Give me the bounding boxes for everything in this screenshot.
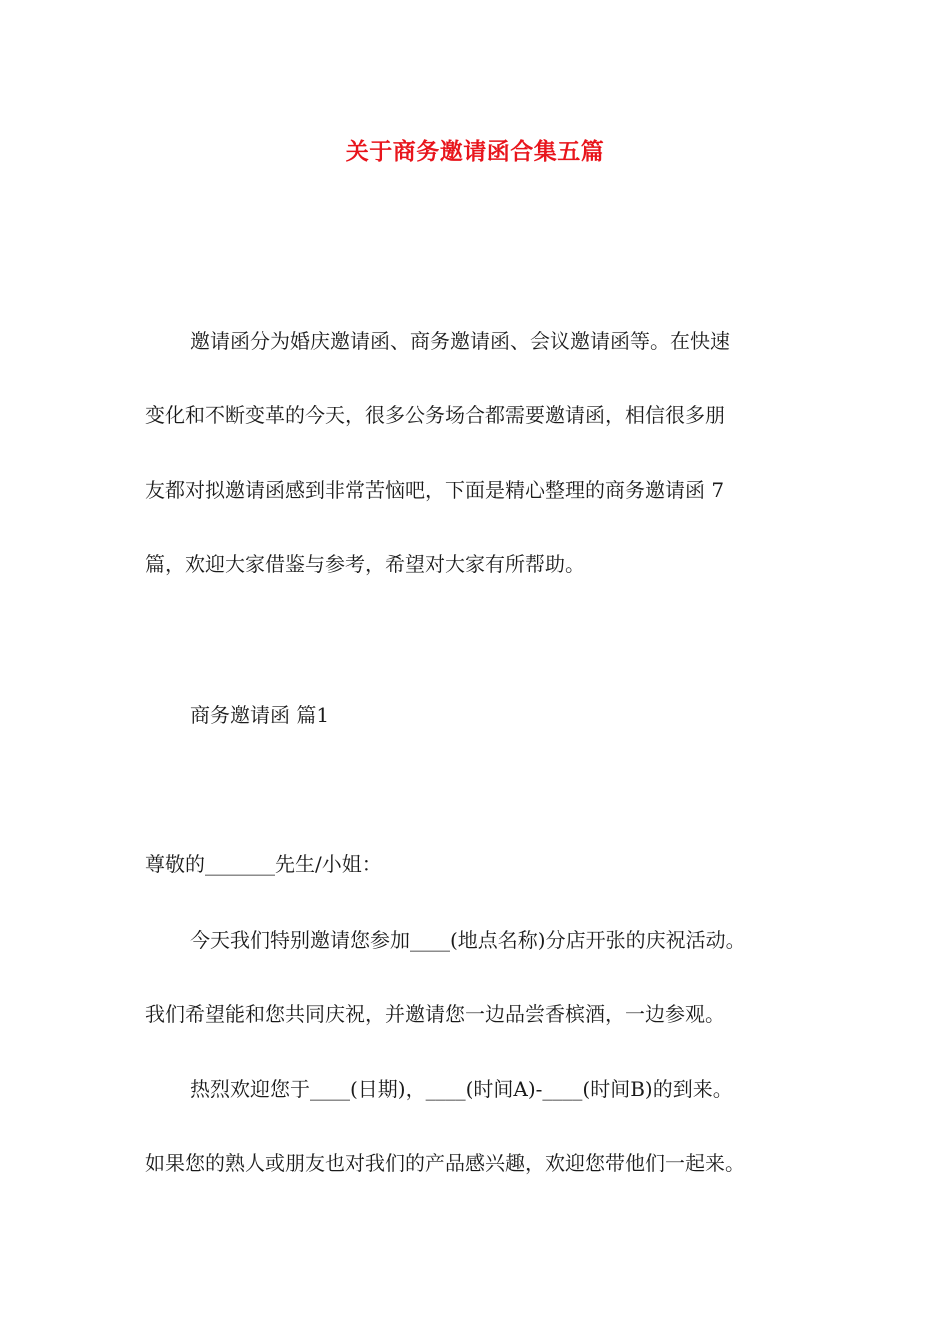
section-heading: 商务邀请函 篇1 (190, 703, 330, 727)
body-line-3: 热烈欢迎您于____(日期)，____(时间A)-____(时间B)的到来。 (190, 1077, 733, 1101)
document-title: 关于商务邀请函合集五篇 (345, 139, 605, 165)
body-line-4: 如果您的熟人或朋友也对我们的产品感兴趣，欢迎您带他们一起来。 (145, 1151, 745, 1175)
intro-line-4: 篇，欢迎大家借鉴与参考，希望对大家有所帮助。 (145, 552, 585, 576)
body-line-2: 我们希望能和您共同庆祝，并邀请您一边品尝香槟酒，一边参观。 (145, 1002, 725, 1026)
intro-line-2: 变化和不断变革的今天，很多公务场合都需要邀请函，相信很多朋 (145, 403, 725, 427)
body-line-1: 今天我们特别邀请您参加____(地点名称)分店开张的庆祝活动。 (190, 928, 746, 952)
salutation: 尊敬的_______先生/小姐： (145, 852, 382, 876)
intro-line-3: 友都对拟邀请函感到非常苦恼吧，下面是精心整理的商务邀请函 7 (145, 478, 725, 502)
intro-line-1: 邀请函分为婚庆邀请函、商务邀请函、会议邀请函等。在快速 (190, 329, 730, 353)
